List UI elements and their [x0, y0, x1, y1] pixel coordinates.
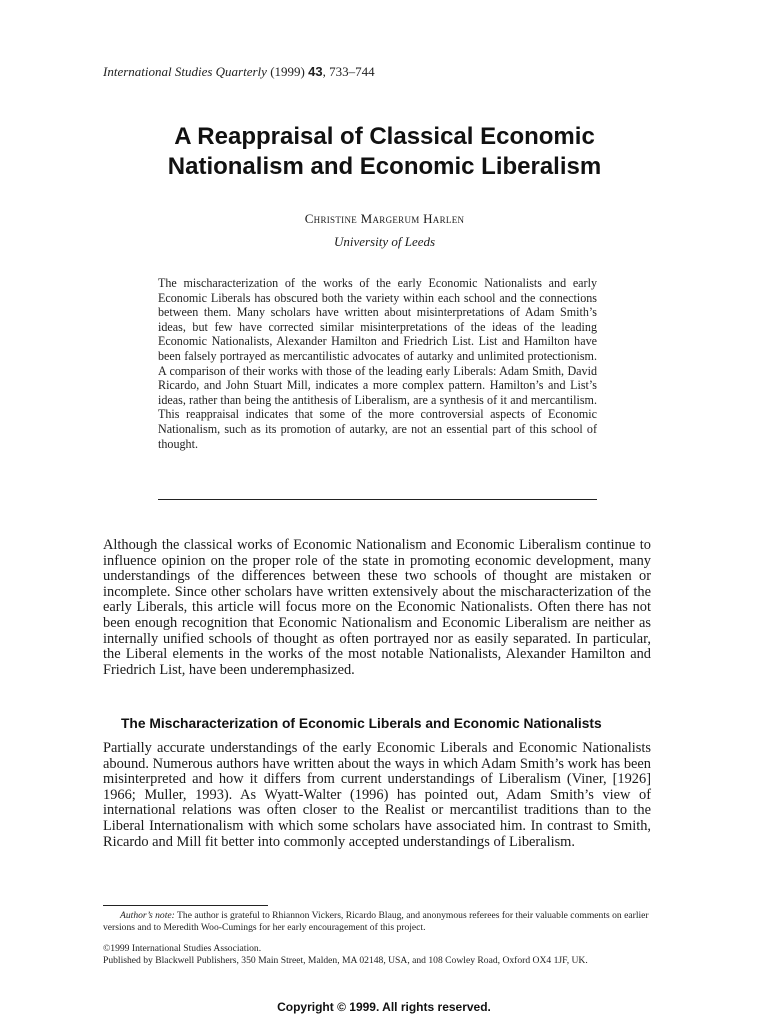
journal-pages: , 733–744 [322, 64, 375, 79]
author-note [103, 910, 651, 934]
body-paragraph-2: Partially accurate understandings of the early Economic Liberals and Economic Nationalists abound. Numerous authors have written about the ways in which Adam Smith’s work has been misinterpreted and how it differs from current understandings of Liberalism (Viner, [1926] 1966; Muller, 1993). As Wyatt-Walter (1996) has pointed out, Adam Smith’s view of international relations was often closer to the Realist or mercantilist traditions than to the Liberal Internationalism with which some scholars have associated him. In contrast to Smith, Ricardo and Mill fit better into commonly accepted understandings of Liberalism. [103, 740, 651, 850]
journal-year: (1999) [270, 64, 305, 79]
journal-citation [103, 64, 375, 80]
abstract: The mischaracterization of the works of the early Economic Nationalists and early Economic Liberals has obscured both the variety within each school and the connections between them. Many scholars have written about misinterpretations of Adam Smith’s ideas, but few have corrected similar misinterpretations of the ideas of the leading Economic Nationalists, Alexander Hamilton and Friedrich List. List and Hamilton have been falsely portrayed as mercantilistic advocates of autarky and unlimited protectionism. A comparison of their works with those of the leading early Liberals: Adam Smith, David Ricardo, and John Stuart Mill, indicates a more complex pattern. Hamilton’s and List’s ideas, rather than being the antithesis of Liberalism, are a synthesis of it and mercantilism. This reappraisal indicates that some of the more controversial aspects of Economic Nationalism, such as its promotion of autarky, are not an essential part of this school of thought. [158, 276, 597, 451]
author-note-text: The author is grateful to Rhiannon Vickers, Ricardo Blaug, and anonymous referees for their valuable comments on earlier versions and to Meredith Woo-Cumings for her early encouragement of this project. [103, 910, 649, 933]
body-paragraph-1: Although the classical works of Economic Nationalism and Economic Liberalism continue to influence opinion on the proper role of the state in promoting economic development, many understandings of the differences between these two schools of thought are mistaken or incomplete. Since other scholars have written extensively about the mischaracterization of the early Liberals, this article will focus more on the Economic Nationalists. Often there has not been enough recognition that Economic Nationalism and Economic Liberalism are neither as internally unified schools of thought as often portrayed nor as easily separated. In particular, the Liberal elements in the works of the most notable Nationalists, Alexander Hamilton and Friedrich List, have been underemphasized. [103, 537, 651, 678]
journal-name: International Studies Quarterly [103, 64, 267, 79]
footnote-divider [103, 905, 268, 906]
page-copyright: Copyright © 1999. All rights reserved. [277, 1000, 491, 1014]
author-note-label: Author’s note: [120, 910, 175, 921]
author-name: Christine Margerum Harlen [304, 211, 465, 226]
author-affiliation: University of Leeds [333, 234, 436, 249]
publisher-info: Published by Blackwell Publishers, 350 Main Street, Malden, MA 02148, USA, and 108 Cowley Road, Oxford OX4 1JF, UK. [103, 955, 588, 966]
journal-volume: 43 [308, 64, 323, 79]
abstract-divider [158, 499, 597, 500]
association-copyright: ©1999 International Studies Association. [103, 943, 262, 954]
article-title: A Reappraisal of Classical Economic Nationalism and Economic Liberalism [167, 123, 602, 180]
section-heading: The Mischaracterization of Economic Liberals and Economic Nationalists [121, 716, 602, 731]
